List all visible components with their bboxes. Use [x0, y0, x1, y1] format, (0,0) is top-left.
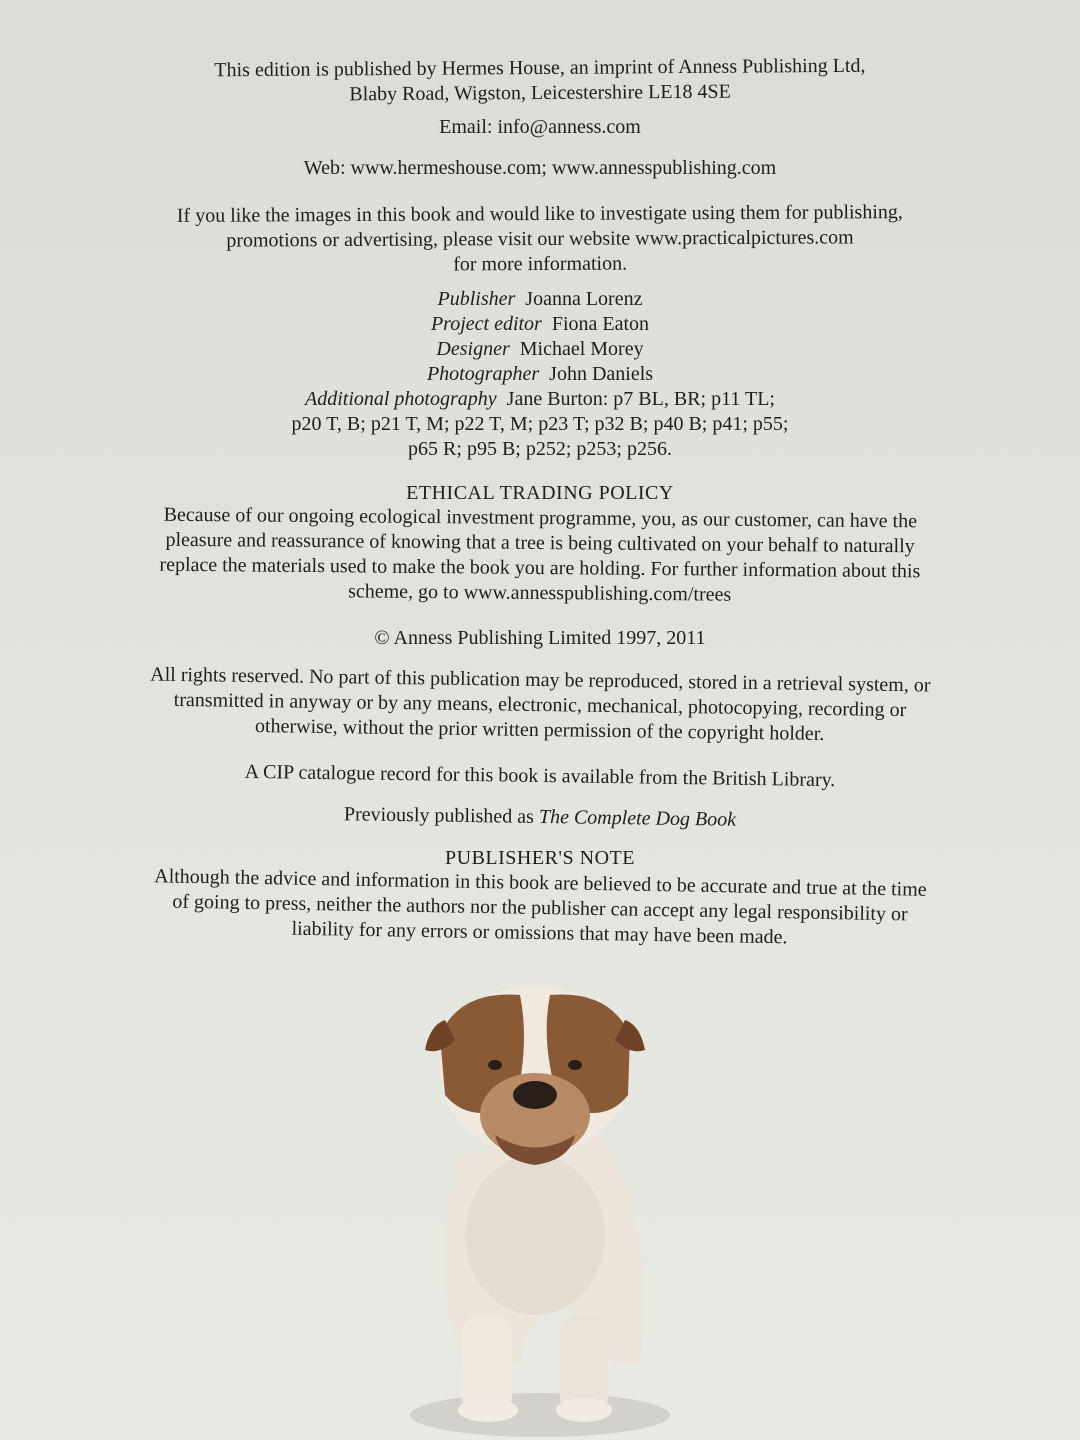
credit-role: Additional photography — [304, 388, 497, 410]
credit-designer — [0, 337, 1080, 362]
images-notice — [0, 199, 1080, 280]
previously-prefix: Previously published as — [343, 803, 540, 828]
copyright-block — [0, 626, 1080, 651]
additional-photography-pages: p65 R; p95 B; p252; p253; p256. — [408, 438, 672, 460]
copyright-text: © Anness Publishing Limited 1997, 2011 — [374, 627, 706, 649]
credit-publisher — [0, 287, 1080, 312]
cip-text: A CIP catalogue record for this book is available from the British Library. — [244, 760, 836, 792]
ethical-trading-heading: ETHICAL TRADING POLICY — [406, 482, 674, 504]
publishers-note-line: of going to press, neither the authors nor the publisher can accept any legal responsibility or — [172, 890, 908, 926]
credit-role: Project editor — [430, 313, 542, 335]
previous-title: The Complete Dog Book — [538, 805, 737, 831]
ethical-trading-block — [0, 481, 1080, 606]
rights-line: otherwise, without the prior written permission of the copyright holder. — [254, 715, 825, 745]
credit-role: Photographer — [426, 363, 540, 385]
credit-role: Designer — [436, 338, 510, 360]
ethical-trading-line: pleasure and reassurance of knowing that a tree is being cultivated on your behalf to naturally — [165, 528, 915, 558]
rights-line: All rights reserved. No part of this publication may be reproduced, stored in a retrieval system, or — [150, 663, 931, 697]
credits-block — [0, 287, 1080, 462]
cip-block — [0, 756, 1080, 796]
previously-published — [0, 797, 1080, 837]
rights-block — [0, 660, 1080, 750]
additional-photography-pages: p20 T, B; p21 T, M; p22 T, M; p23 T; p32 B; p40 B; p41; p55; — [291, 413, 789, 435]
web-text: Web: www.hermeshouse.com; www.annesspublishing.com — [303, 157, 777, 179]
credit-name: Joanna Lorenz — [525, 288, 643, 310]
credit-name: Fiona Eaton — [551, 313, 650, 335]
publishers-note-block — [0, 846, 1080, 949]
publishers-note-line: Although the advice and information in this book are believed to be accurate and true at the time — [154, 865, 927, 901]
address-line: Blaby Road, Wigston, Leicestershire LE18 4SE — [349, 80, 731, 106]
publisher-line: This edition is published by Hermes House, an imprint of Anness Publishing Ltd, — [214, 54, 866, 82]
previously-published-block — [0, 797, 1080, 837]
images-notice-line: If you like the images in this book and would like to investigate using them for publishing, — [176, 201, 903, 227]
rights-line: transmitted in anyway or by any means, electronic, mechanical, photocopying, recording or — [173, 688, 907, 722]
credit-name: John Daniels — [549, 363, 654, 385]
publisher-address — [0, 52, 1080, 110]
images-notice-line: promotions or advertising, please visit our website www.practicalpictures.com — [226, 226, 854, 252]
web-block — [0, 156, 1080, 181]
email-text: Email: info@anness.com — [439, 116, 641, 138]
credit-photographer — [0, 362, 1080, 387]
ethical-trading-line: Because of our ongoing ecological investment programme, you, as our customer, can have the — [163, 503, 918, 533]
ethical-trading-line: scheme, go to www.annesspublishing.com/trees — [348, 580, 732, 606]
publishers-note-line: liability for any errors or omissions that may have been made. — [291, 917, 788, 949]
credit-name: Jane Burton: p7 BL, BR; p11 TL; — [506, 388, 775, 410]
ethical-trading-line: replace the materials used to make the book you are holding. For further information about this — [159, 553, 921, 583]
credit-additional-photography — [0, 387, 1080, 412]
images-notice-line: for more information. — [453, 252, 628, 276]
credit-role: Publisher — [437, 288, 516, 310]
bulldog-photo — [400, 985, 670, 1440]
credit-name: Michael Morey — [519, 338, 644, 360]
credit-project-editor — [0, 312, 1080, 337]
publishers-note-heading: PUBLISHER'S NOTE — [445, 847, 635, 869]
email-block — [0, 115, 1080, 140]
